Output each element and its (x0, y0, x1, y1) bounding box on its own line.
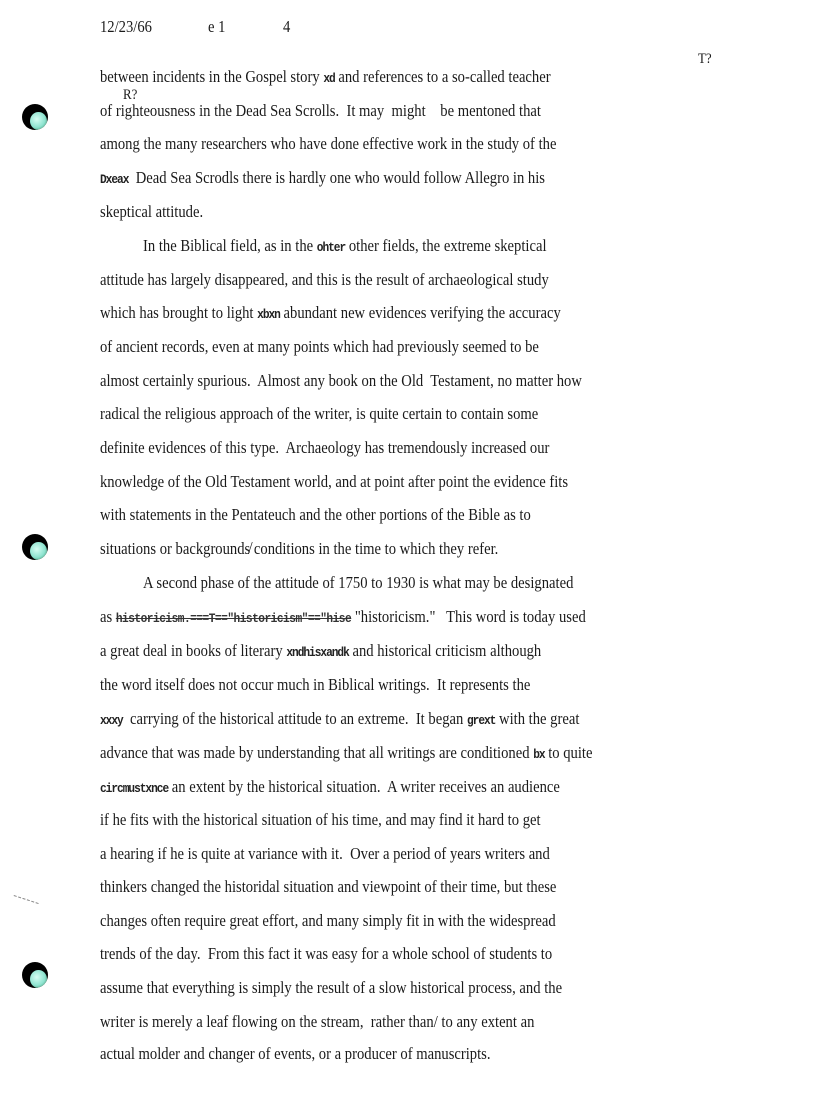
text-line (100, 777, 560, 799)
text-run: as (100, 607, 116, 626)
text-run: with statements in the Pentateuch and the other portions of the Bible as to (100, 505, 531, 524)
text-run: "historicism." This word is today used (351, 607, 586, 626)
typed-over-word: xbxn (257, 307, 280, 322)
text-run: advance that was made by understanding that all writings are conditioned (100, 743, 534, 762)
text-run: definite evidences of this type. Archaeology has tremendously increased our (100, 438, 550, 457)
typed-over-word: xndhisxandk (286, 645, 349, 660)
text-line (100, 472, 568, 492)
punch-hole-bottom (22, 962, 48, 988)
text-line (100, 371, 582, 391)
text-run: Dead Sea Scrodls there is hardly one who would follow Allegro in his (128, 168, 545, 187)
text-run: changes often require great effort, and many simply fit in with the widespread (100, 911, 556, 930)
text-run: almost certainly spurious. Almost any book on the Old Testament, no matter how (100, 371, 582, 390)
text-line (100, 1044, 491, 1064)
text-run: situations or backgrounds̸ conditions in the time to which they refer. (100, 539, 499, 558)
margin-mark (13, 895, 38, 905)
text-line (100, 438, 549, 458)
text-run: among the many researchers who have done effective work in the study of the (100, 134, 557, 153)
text-line (100, 877, 556, 897)
text-line (100, 404, 538, 424)
text-line (100, 1012, 534, 1032)
text-run: radical the religious approach of the writer, is quite certain to contain some (100, 404, 539, 423)
text-line (100, 505, 531, 525)
text-run: of righteousness in the Dead Sea Scrolls. It may might be mentoned that (100, 101, 541, 120)
text-run: A second phase of the attitude of 1750 to 1930 is what may be designated (143, 573, 574, 592)
text-run: between incidents in the Gospel story (100, 67, 324, 86)
text-run: writer is merely a leaf flowing on the stream, rather than/ to any extent an (100, 1012, 535, 1031)
typed-over-word: Dxeax (100, 172, 129, 187)
text-run: assume that everything is simply the result of a slow historical process, and the (100, 978, 563, 997)
text-line (100, 675, 530, 695)
text-line (100, 709, 579, 731)
text-line (100, 743, 592, 765)
text-run: abundant new evidences verifying the accuracy (279, 303, 561, 322)
text-run: to quite (544, 743, 593, 762)
text-run: a great deal in books of literary (100, 641, 287, 660)
text-line (100, 270, 549, 290)
text-run: attitude has largely disappeared, and this is the result of archaeological study (100, 270, 549, 289)
text-line (100, 844, 550, 864)
text-line (100, 607, 586, 629)
text-run: with the great (495, 709, 580, 728)
text-run: other fields, the extreme skeptical (345, 236, 547, 255)
punch-hole-top (22, 104, 48, 130)
header-code: e 1 (208, 17, 226, 36)
text-run: which has brought to light (100, 303, 258, 322)
typed-over-word: ohter (316, 240, 346, 255)
typed-over-word: bx (533, 747, 545, 762)
text-run: In the Biblical field, as in the (143, 236, 317, 255)
text-line (143, 236, 547, 258)
marginal-note-r: R? (123, 87, 138, 103)
text-line (100, 911, 556, 931)
text-run: carrying of the historical attitude to an extreme. It began (122, 709, 467, 728)
text-run: the word itself does not occur much in Biblical writings. It represents the (100, 675, 531, 694)
struck-through-text: historicism.===T=="historicism"=="hise (115, 611, 352, 626)
typed-over-word: circmustxnce (100, 781, 169, 796)
text-line (100, 810, 541, 830)
text-line (100, 202, 203, 222)
text-line (100, 134, 556, 154)
header-page-number: 4 (283, 17, 291, 36)
text-run: and historical criticism although (348, 641, 542, 660)
text-line (100, 101, 541, 121)
text-run: knowledge of the Old Testament world, and at point after point the evidence fits (100, 472, 569, 491)
marginal-note-t: T? (698, 51, 712, 67)
text-run: if he fits with the historical situation of his time, and may find it hard to get (100, 810, 541, 829)
text-line (100, 944, 552, 964)
text-line (143, 573, 573, 593)
text-run: trends of the day. From this fact it was easy for a whole school of students to (100, 944, 553, 963)
text-run: an extent by the historical situation. A writer receives an audience (168, 777, 560, 796)
text-run: a hearing if he is quite at variance with it. Over a period of years writers and (100, 844, 550, 863)
text-line (100, 539, 498, 559)
header-date: 12/23/66 (100, 17, 152, 36)
punch-hole-middle (22, 534, 48, 560)
typed-over-word: grext (466, 713, 496, 728)
text-run: and references to a so-called teacher (334, 67, 551, 86)
text-run: thinkers changed the historidal situation and viewpoint of their time, but these (100, 877, 557, 896)
typed-over-word: xd (323, 71, 335, 86)
text-line (100, 303, 561, 325)
text-line (100, 67, 551, 89)
text-line (100, 978, 562, 998)
text-run: skeptical attitude. (100, 202, 204, 221)
typed-over-word: xxxy (100, 713, 123, 728)
text-run: of ancient records, even at many points which had previously seemed to be (100, 337, 539, 356)
text-line (100, 337, 539, 357)
text-line (100, 641, 541, 663)
text-line (100, 168, 545, 190)
text-run: actual molder and changer of events, or a producer of manuscripts. (100, 1044, 491, 1063)
